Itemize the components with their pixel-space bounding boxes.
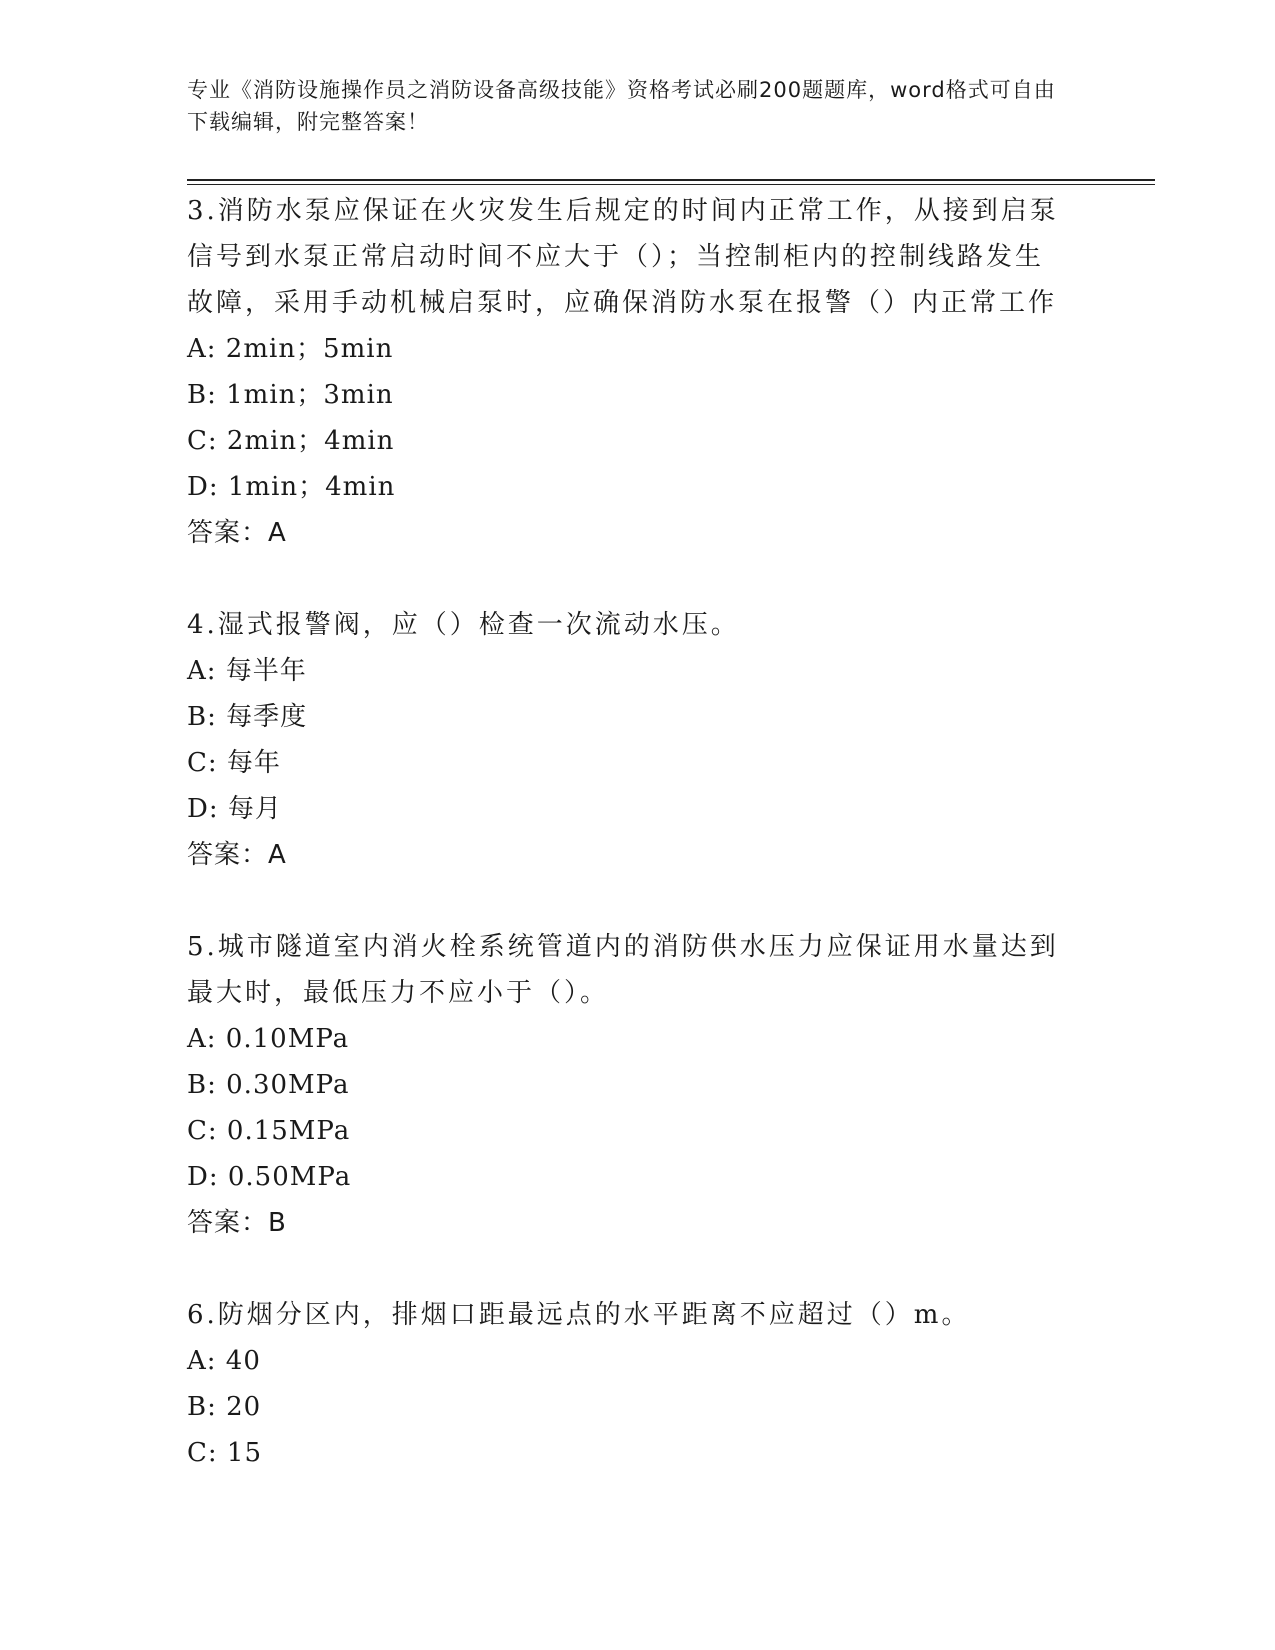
- option-c: C: 2min；4min: [187, 426, 395, 456]
- option-b: B: 1min；3min: [187, 380, 394, 410]
- question-stem: 4.湿式报警阀，应（）检查一次流动水压。: [187, 610, 740, 640]
- question-3: [187, 188, 1067, 556]
- option-d: D: 1min；4min: [187, 472, 396, 502]
- question-stem: 6.防烟分区内，排烟口距最远点的水平距离不应超过（）m。: [187, 1300, 971, 1330]
- option-d: D: 每月: [187, 794, 282, 824]
- header-divider-thick: [187, 179, 1155, 181]
- question-5: [187, 924, 1067, 1246]
- answer-line: 答案：A: [187, 840, 287, 870]
- question-stem: 5.城市隧道室内消火栓系统管道内的消防供水压力应保证用水量达到最大时，最低压力不应小于（）。: [187, 932, 1059, 1008]
- answer-line: 答案：B: [187, 1208, 287, 1238]
- answer-line: 答案：A: [187, 518, 287, 548]
- question-stem: 3.消防水泵应保证在火灾发生后规定的时间内正常工作，从接到启泵信号到水泵正常启动时间不应大于（）；当控制柜内的控制线路发生故障，采用手动机械启泵时，应确保消防水泵在报警（）内正常工作: [187, 196, 1059, 318]
- question-6: [187, 1292, 1067, 1476]
- option-c: C: 每年: [187, 748, 281, 778]
- option-a: A: 0.10MPa: [187, 1024, 350, 1054]
- option-c: C: 15: [187, 1438, 263, 1468]
- question-list: [187, 188, 1067, 1522]
- option-c: C: 0.15MPa: [187, 1116, 351, 1146]
- header-intro-text: 专业《消防设施操作员之消防设备高级技能》资格考试必刷200题题库，word格式可自由下载编辑，附完整答案！: [187, 78, 1056, 134]
- option-b: B: 每季度: [187, 702, 308, 732]
- question-4: [187, 602, 1067, 878]
- option-a: A: 每半年: [187, 656, 307, 686]
- option-a: A: 40: [187, 1346, 261, 1376]
- document-header: [187, 74, 1067, 138]
- option-d: D: 0.50MPa: [187, 1162, 352, 1192]
- option-a: A: 2min；5min: [187, 334, 394, 364]
- header-divider-thin: [187, 184, 1155, 185]
- option-b: B: 20: [187, 1392, 262, 1422]
- option-b: B: 0.30MPa: [187, 1070, 350, 1100]
